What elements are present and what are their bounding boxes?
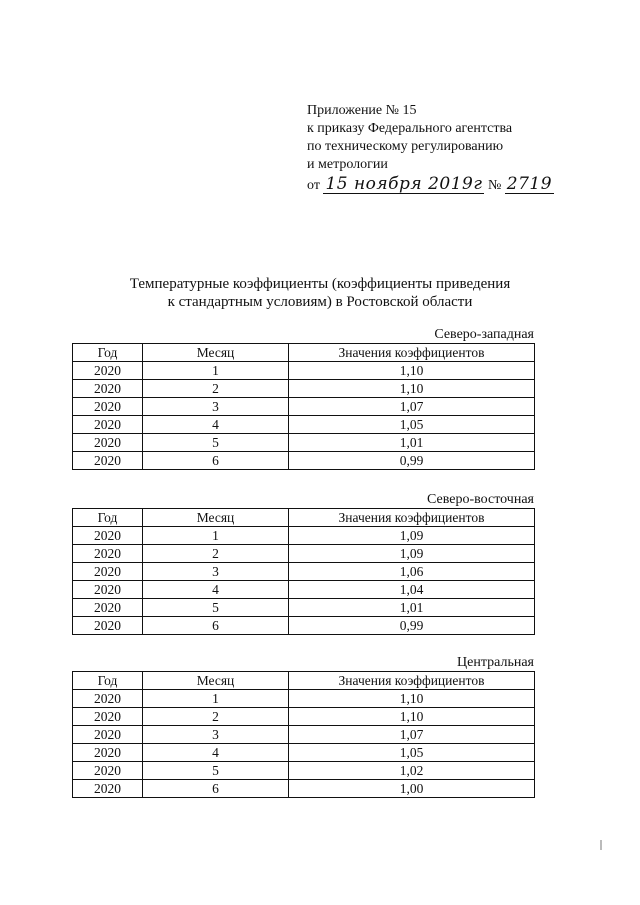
- cell-month: 1: [143, 690, 289, 708]
- appendix-line: и метрологии: [307, 157, 388, 172]
- cell-month: 3: [143, 563, 289, 581]
- region-name: Северо-восточная: [427, 492, 534, 507]
- cell-value: 1,09: [289, 527, 535, 545]
- table-row: [73, 434, 535, 452]
- cell-value: 1,10: [289, 380, 535, 398]
- cell-value: 1,01: [289, 434, 535, 452]
- table-row: [73, 380, 535, 398]
- appendix-line: Приложение № 15: [307, 103, 417, 118]
- region-name: Центральная: [457, 655, 534, 670]
- header-month: Месяц: [143, 344, 289, 362]
- region-central: [72, 655, 534, 798]
- cell-value: 1,06: [289, 563, 535, 581]
- cell-month: 2: [143, 708, 289, 726]
- header-value: Значения коэффициентов: [289, 509, 535, 527]
- region-northwest: [72, 327, 534, 470]
- cell-month: 4: [143, 581, 289, 599]
- header-month: Месяц: [143, 509, 289, 527]
- header-value: Значения коэффициентов: [289, 344, 535, 362]
- cell-value: 1,05: [289, 744, 535, 762]
- cell-month: 6: [143, 617, 289, 635]
- cell-month: 2: [143, 380, 289, 398]
- cell-year: 2020: [73, 398, 143, 416]
- appendix-header: [307, 102, 554, 195]
- cell-value: 1,01: [289, 599, 535, 617]
- header-value: Значения коэффициентов: [289, 672, 535, 690]
- title-line-1: Температурные коэффициенты (коэффициенты приведения: [129, 276, 511, 292]
- table-row: [73, 690, 535, 708]
- from-prefix: от: [307, 178, 320, 193]
- cell-year: 2020: [73, 581, 143, 599]
- region-northeast: [72, 492, 534, 635]
- cell-month: 6: [143, 780, 289, 798]
- table-header-row: [73, 509, 535, 527]
- cell-year: 2020: [73, 726, 143, 744]
- cell-month: 1: [143, 527, 289, 545]
- cell-month: 3: [143, 726, 289, 744]
- cell-value: 1,10: [289, 708, 535, 726]
- cell-year: 2020: [73, 380, 143, 398]
- table-row: [73, 398, 535, 416]
- table-row: [73, 563, 535, 581]
- table-row: [73, 617, 535, 635]
- coefficients-table: [72, 343, 535, 470]
- order-date-line: [307, 175, 554, 195]
- table-row: [73, 545, 535, 563]
- title-line-2: к стандартным условиям) в Ростовской области: [167, 294, 473, 310]
- cell-year: 2020: [73, 690, 143, 708]
- header-month: Месяц: [143, 672, 289, 690]
- cell-value: 1,07: [289, 398, 535, 416]
- table-row: [73, 599, 535, 617]
- handwritten-number: 2719: [506, 174, 553, 194]
- cell-year: 2020: [73, 563, 143, 581]
- document-title: [80, 275, 560, 311]
- cell-value: 1,10: [289, 362, 535, 380]
- header-year: Год: [73, 509, 143, 527]
- cell-month: 3: [143, 398, 289, 416]
- header-year: Год: [73, 344, 143, 362]
- table-row: [73, 726, 535, 744]
- scan-artifact: [600, 840, 602, 850]
- cell-year: 2020: [73, 617, 143, 635]
- number-prefix: №: [487, 178, 502, 193]
- table-row: [73, 581, 535, 599]
- cell-month: 6: [143, 452, 289, 470]
- cell-value: 1,07: [289, 726, 535, 744]
- table-header-row: [73, 672, 535, 690]
- appendix-line: к приказу Федерального агентства: [307, 121, 513, 136]
- cell-value: 0,99: [289, 617, 535, 635]
- cell-month: 5: [143, 599, 289, 617]
- cell-year: 2020: [73, 762, 143, 780]
- cell-value: 0,99: [289, 452, 535, 470]
- cell-value: 1,09: [289, 545, 535, 563]
- table-row: [73, 362, 535, 380]
- cell-month: 4: [143, 744, 289, 762]
- cell-value: 1,02: [289, 762, 535, 780]
- cell-value: 1,00: [289, 780, 535, 798]
- table-row: [73, 708, 535, 726]
- cell-year: 2020: [73, 434, 143, 452]
- coefficients-table: [72, 671, 535, 798]
- appendix-line: по техническому регулированию: [307, 139, 504, 154]
- cell-year: 2020: [73, 416, 143, 434]
- table-row: [73, 452, 535, 470]
- table-row: [73, 527, 535, 545]
- cell-year: 2020: [73, 362, 143, 380]
- table-row: [73, 416, 535, 434]
- cell-month: 2: [143, 545, 289, 563]
- region-name: Северо-западная: [434, 327, 534, 342]
- table-row: [73, 762, 535, 780]
- cell-month: 4: [143, 416, 289, 434]
- cell-year: 2020: [73, 708, 143, 726]
- table-header-row: [73, 344, 535, 362]
- cell-month: 1: [143, 362, 289, 380]
- header-year: Год: [73, 672, 143, 690]
- table-row: [73, 744, 535, 762]
- cell-month: 5: [143, 434, 289, 452]
- cell-year: 2020: [73, 545, 143, 563]
- cell-year: 2020: [73, 744, 143, 762]
- cell-year: 2020: [73, 599, 143, 617]
- handwritten-date: 15 ноября 2019г: [325, 174, 483, 194]
- cell-value: 1,05: [289, 416, 535, 434]
- cell-value: 1,10: [289, 690, 535, 708]
- coefficients-table: [72, 508, 535, 635]
- cell-year: 2020: [73, 780, 143, 798]
- cell-year: 2020: [73, 527, 143, 545]
- cell-month: 5: [143, 762, 289, 780]
- cell-value: 1,04: [289, 581, 535, 599]
- table-row: [73, 780, 535, 798]
- cell-year: 2020: [73, 452, 143, 470]
